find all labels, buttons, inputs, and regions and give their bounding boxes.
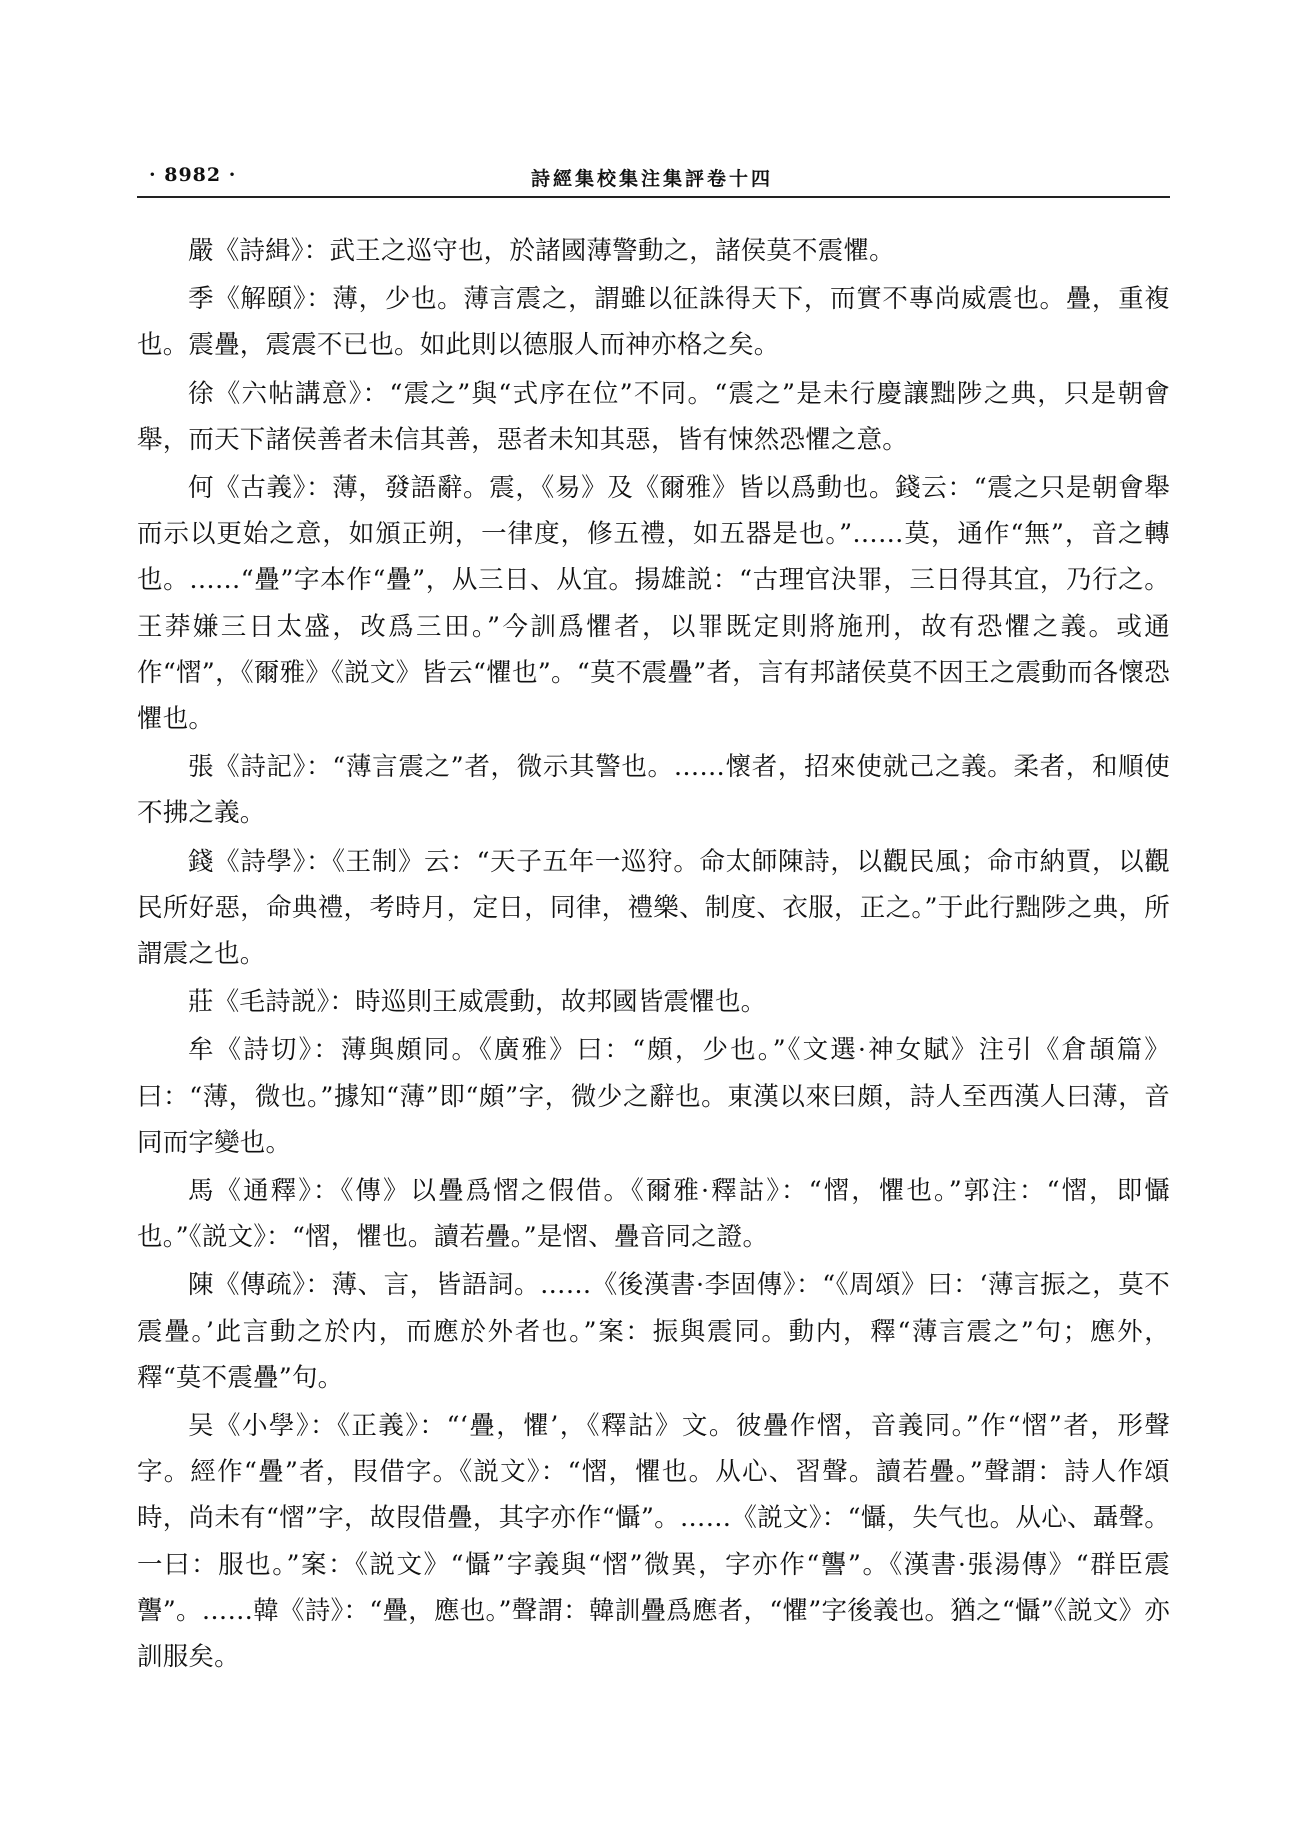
commentary-paragraph: 季《解頤》：薄，少也。薄言震之，謂雖以征誅得天下，而實不專尚威震也。疊，重複也。震疊，震震不已也。如此則以德服人而神亦格之矣。 <box>137 284 1170 361</box>
page-number: · 8982 · <box>149 164 237 186</box>
commentary-paragraph: 牟《詩切》：薄與頗同。《廣雅》曰：“頗，少也。”《文選·神女賦》注引《倉頡篇》曰：“薄，微也。”據知“薄”即“頗”字，微少之辭也。東漢以來曰頗，詩人至西漢人曰薄，音同而字變也。 <box>137 1035 1170 1158</box>
body-text <box>137 228 1170 1682</box>
commentary-paragraph: 錢《詩學》：《王制》云：“天子五年一巡狩。命太師陳詩，以觀民風；命市納賈，以觀民所好惡，命典禮，考時月，定日，同律，禮樂、制度、衣服，正之。”于此行黜陟之典，所謂震之也。 <box>137 846 1170 970</box>
commentary-paragraph: 嚴《詩緝》：武王之巡守也，於諸國薄警動之，諸侯莫不震懼。 <box>188 236 895 266</box>
commentary-paragraph: 張《詩記》：“薄言震之”者，微示其警也。……懷者，招來使就己之義。柔者，和順使不拂之義。 <box>137 752 1170 829</box>
commentary-paragraph: 吴《小學》：《正義》：“‘疊，懼’，《釋詁》文。彼疊作慴，音義同。”作“慴”者，形聲字。經作“疊”者，叚借字。《説文》：“慴，懼也。从心、習聲。讀若疊。”聲謂：詩人作頌時，尚未有“慴”字，故叚借疊，其字亦作“懾”。……《説文》：“懾，失气也。从心、聶聲。一曰：服也。”案：《説文》“懾”字義與“慴”微異，字亦作“讋”。《漢書·張湯傳》“群臣震讋”。……韓《詩》：“疊，應也。”聲謂：韓訓疊爲應者，“懼”字後義也。猶之“懾”《説文》亦訓服矣。 <box>137 1411 1170 1673</box>
commentary-paragraph: 徐《六帖講意》：“震之”與“式序在位”不同。“震之”是未行慶讓黜陟之典，只是朝會舉，而天下諸侯善者未信其善，惡者未知其惡，皆有悚然恐懼之意。 <box>137 378 1170 455</box>
page-header <box>137 160 1167 198</box>
commentary-paragraph: 陳《傳疏》：薄、言，皆語詞。……《後漢書·李固傳》：“《周頌》曰：‘薄言振之，莫不震疊。’此言動之於内，而應於外者也。”案：振與震同。動内，釋“薄言震之”句；應外，釋“莫不震疊”句。 <box>137 1270 1170 1393</box>
commentary-paragraph: 何《古義》：薄，發語辭。震，《易》及《爾雅》皆以爲動也。錢云：“震之只是朝會舉而示以更始之意，如頒正朔，一律度，修五禮，如五器是也。”……莫，通作“無”，音之轉也。……“疊”字本作“疊”，从三日、从宜。揚雄説：“古理官決罪，三日得其宜，乃行之。王莽嫌三日太盛，改爲三田。”今訓爲懼者，以罪既定則將施刑，故有恐懼之義。或通作“慴”，《爾雅》《説文》皆云“懼也”。“莫不震疊”者，言有邦諸侯莫不因王之震動而各懷恐懼也。 <box>137 473 1170 735</box>
commentary-paragraph: 莊《毛詩説》：時巡則王威震動，故邦國皆震懼也。 <box>188 987 767 1018</box>
running-title: 詩經集校集注集評卷十四 <box>530 168 773 190</box>
header-rule <box>137 196 1170 198</box>
commentary-paragraph: 馬《通釋》：《傳》以疊爲慴之假借。《爾雅·釋詁》：“慴，懼也。”郭注：“慴，即懾也。”《説文》：“慴，懼也。讀若疊。”是慴、疊音同之證。 <box>137 1176 1170 1253</box>
